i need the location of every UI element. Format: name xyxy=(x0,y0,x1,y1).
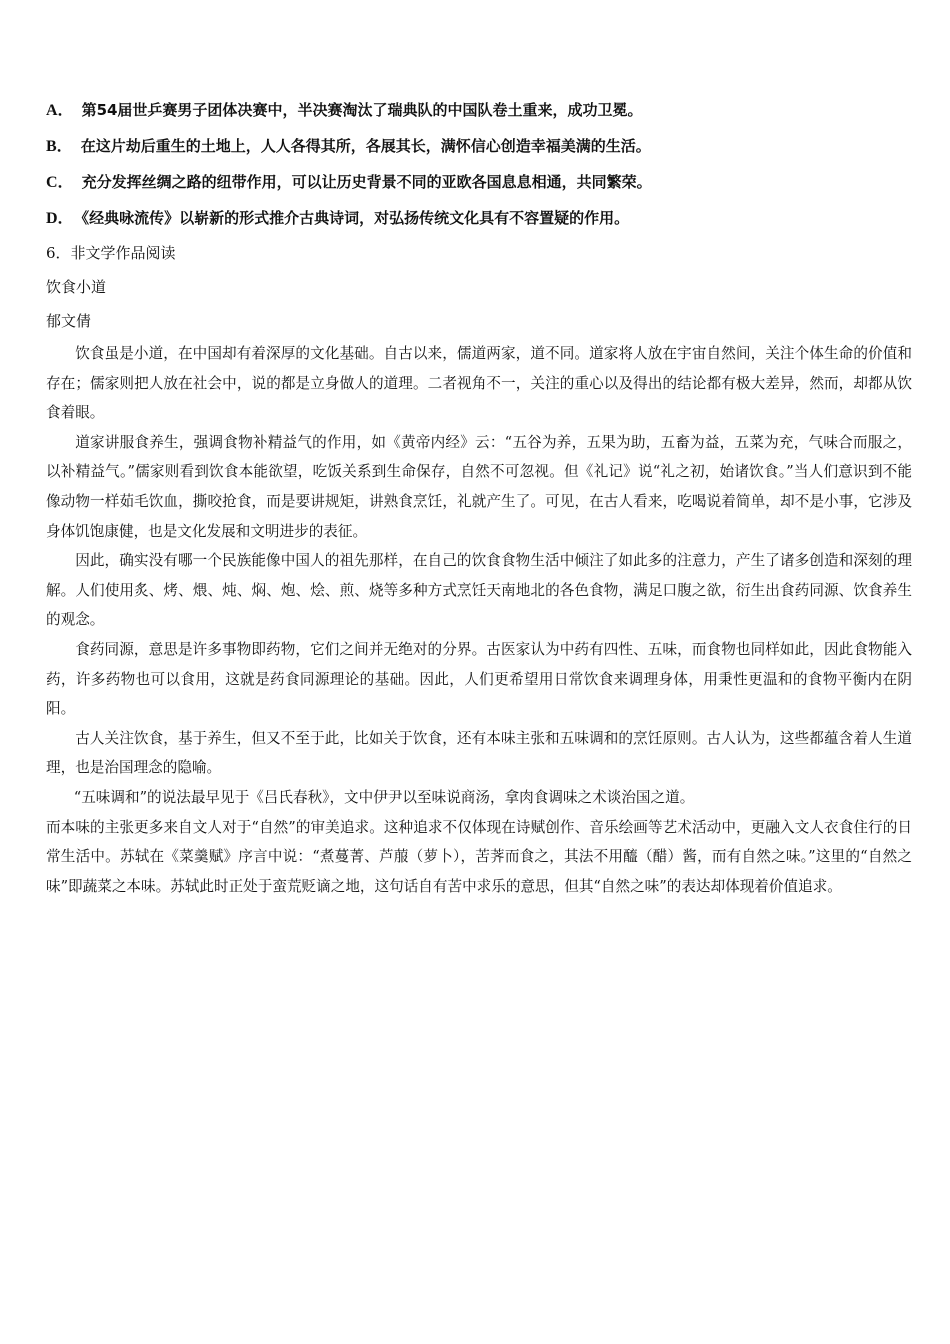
section-heading: 6．非文学作品阅读 xyxy=(46,244,176,262)
paragraph: “五味调和”的说法最早见于《吕氏春秋》，文中伊尹以至味说商汤，拿肉食调味之术谈治国之道。 xyxy=(73,788,695,806)
paragraph: 道家讲服食养生，强调食物补精益气的作用，如《黄帝内经》云：“五谷为养，五果为助，五畜为益，五菜为充，气味合而服之，以补精益气。”儒家则看到饮食本能欲望，吃饭关系到生命保存，自然不可忽视。但《礼记》说“礼之初，始诸饮食。”当人们意识到不能像动物一样茹毛饮血，撕咬抢食，而是要讲规矩，讲熟食烹饪，礼就产生了。可见，在古人看来，吃喝说着简单，却不是小事，它涉及身体饥饱康健，也是文化发展和文明进步的表征。 xyxy=(46,433,912,540)
option-b-text: 在这片劫后重生的土地上，人人各得其所，各展其长，满怀信心创造幸福美满的生活。 xyxy=(80,137,651,155)
option-a-text: 第54届世乒赛男子团体决赛中，半决赛淘汰了瑞典队的中国队卷土重来，成功卫冕。 xyxy=(81,101,643,119)
option-d-text: 《经典咏流传》以崭新的形式推介古典诗词，对弘扬传统文化具有不容置疑的作用。 xyxy=(81,209,630,227)
paragraph: 因此，确实没有哪一个民族能像中国人的祖先那样，在自己的饮食食物生活中倾注了如此多的注意力，产生了诸多创造和深刻的理解。人们使用炙、烤、煨、炖、焖、炮、烩、煎、烧等多种方式烹饪天南地北的各色食物，满足口腹之欲，衍生出食药同源、饮食养生的观念。 xyxy=(46,552,912,629)
option-c xyxy=(46,171,926,194)
article-author: 郁文倩 xyxy=(46,312,92,330)
option-a xyxy=(46,99,926,122)
article-title: 饮食小道 xyxy=(46,278,107,296)
option-a-letter: A． xyxy=(46,102,74,119)
paragraph: 而本味的主张更多来自文人对于“自然”的审美追求。这种追求不仅体现在诗赋创作、音乐绘画等艺术活动中，更融入文人衣食住行的日常生活中。苏轼在《菜羹赋》序言中说：“煮蔓菁、芦菔（萝卜），苦荠而食之，其法不用醯（醋）酱，而有自然之味。”这里的“自然之味”即蔬菜之本味。苏轼此时正处于蛮荒贬谪之地，这句话自有苦中求乐的意思，但其“自然之味”的表达却体现着价值追求。 xyxy=(46,818,912,895)
option-c-text: 充分发挥丝绸之路的纽带作用，可以让历史背景不同的亚欧各国息息相通，共同繁荣。 xyxy=(81,173,652,191)
option-d-letter: D． xyxy=(46,210,74,227)
article-body xyxy=(46,339,912,901)
paragraph: 古人关注饮食，基于养生，但又不至于此，比如关于饮食，还有本味主张和五味调和的烹饪原则。古人认为，这些都蕴含着人生道理，也是治国理念的隐喻。 xyxy=(46,729,912,777)
option-d xyxy=(46,207,926,230)
paragraph: 饮食虽是小道，在中国却有着深厚的文化基础。自古以来，儒道两家，道不同。道家将人放在宇宙自然间，关注个体生命的价值和存在；儒家则把人放在社会中，说的都是立身做人的道理。二者视角不一，关注的重心以及得出的结论都有极大差异，然而，却都从饮食着眼。 xyxy=(46,345,912,422)
paragraph: 食药同源，意思是许多事物即药物，它们之间并无绝对的分界。古医家认为中药有四性、五味，而食物也同样如此，因此食物能入药，许多药物也可以食用，这就是药食同源理论的基础。因此，人们更希望用日常饮食来调理身体，用秉性更温和的食物平衡内在阴阳。 xyxy=(46,640,912,718)
option-b xyxy=(46,135,926,158)
option-c-letter: C． xyxy=(46,174,74,191)
option-b-letter: B． xyxy=(46,138,73,155)
